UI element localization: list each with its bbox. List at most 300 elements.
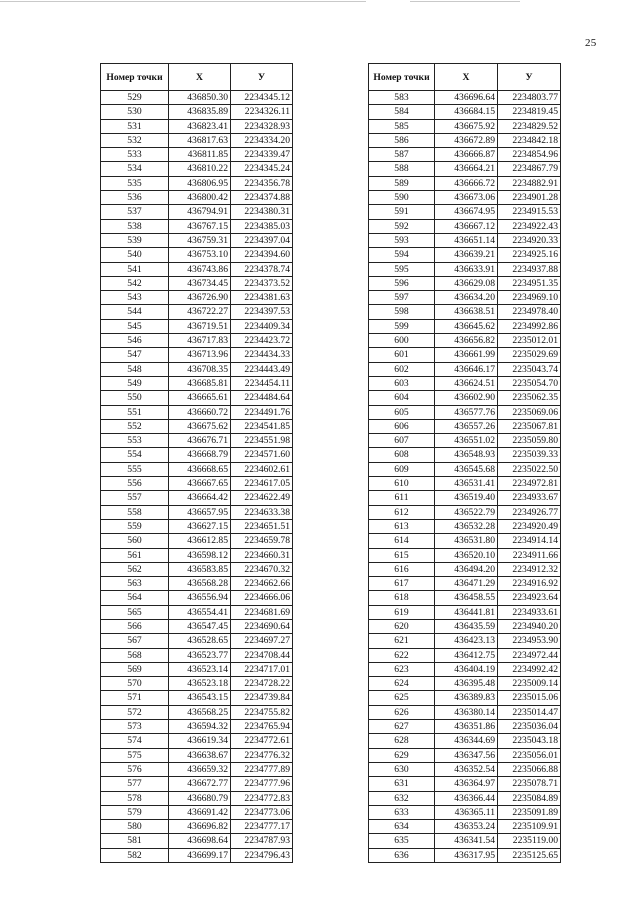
table-row <box>101 748 293 762</box>
cell-x: 436638.67 <box>169 748 231 762</box>
table-header-row <box>369 64 561 91</box>
cell-x: 436633.91 <box>435 262 498 276</box>
cell-point-number: 606 <box>369 419 435 433</box>
cell-y: 2234434.33 <box>231 348 293 362</box>
table-row <box>369 248 561 262</box>
cell-point-number: 562 <box>101 562 169 576</box>
table-row <box>101 791 293 805</box>
cell-x: 436676.71 <box>169 434 231 448</box>
table-row <box>101 534 293 548</box>
cell-y: 2234772.83 <box>231 791 293 805</box>
cell-point-number: 610 <box>369 477 435 491</box>
table-row <box>369 577 561 591</box>
cell-x: 436674.95 <box>435 205 498 219</box>
cell-y: 2234443.49 <box>231 362 293 376</box>
cell-x: 436389.83 <box>435 691 498 705</box>
cell-x: 436668.79 <box>169 448 231 462</box>
cell-point-number: 591 <box>369 205 435 219</box>
cell-x: 436353.24 <box>435 820 498 834</box>
cell-x: 436675.62 <box>169 419 231 433</box>
table-row <box>369 777 561 791</box>
cell-point-number: 595 <box>369 262 435 276</box>
table-row <box>369 219 561 233</box>
cell-point-number: 605 <box>369 405 435 419</box>
cell-y: 2234739.84 <box>231 691 293 705</box>
cell-point-number: 614 <box>369 534 435 548</box>
table-row <box>101 705 293 719</box>
cell-y: 2234992.86 <box>498 319 561 333</box>
cell-x: 436753.10 <box>169 248 231 262</box>
table-row <box>101 634 293 648</box>
cell-point-number: 611 <box>369 491 435 505</box>
table-row <box>101 334 293 348</box>
cell-y: 2234717.01 <box>231 662 293 676</box>
cell-point-number: 629 <box>369 748 435 762</box>
table-row <box>101 834 293 848</box>
cell-x: 436532.28 <box>435 519 498 533</box>
cell-x: 436629.08 <box>435 276 498 290</box>
cell-x: 436395.48 <box>435 677 498 691</box>
cell-x: 436602.90 <box>435 391 498 405</box>
cell-x: 436667.12 <box>435 219 498 233</box>
cell-x: 436719.51 <box>169 319 231 333</box>
cell-y: 2234773.06 <box>231 805 293 819</box>
cell-y: 2235014.47 <box>498 705 561 719</box>
table-header-row <box>101 64 293 91</box>
cell-point-number: 566 <box>101 619 169 633</box>
cell-y: 2235069.06 <box>498 405 561 419</box>
table-row <box>101 820 293 834</box>
table-row <box>101 291 293 305</box>
cell-point-number: 555 <box>101 462 169 476</box>
cell-x: 436672.89 <box>435 133 498 147</box>
table-row <box>101 91 293 105</box>
cell-x: 436645.62 <box>435 319 498 333</box>
cell-y: 2234662.66 <box>231 577 293 591</box>
cell-point-number: 540 <box>101 248 169 262</box>
table-row <box>101 477 293 491</box>
table-row <box>369 634 561 648</box>
cell-x: 436639.21 <box>435 248 498 262</box>
table-row <box>369 205 561 219</box>
cell-y: 2234697.27 <box>231 634 293 648</box>
table-row <box>101 720 293 734</box>
header-x: X <box>169 64 231 91</box>
table-row <box>101 519 293 533</box>
cell-y: 2234920.49 <box>498 519 561 533</box>
cell-x: 436699.17 <box>169 848 231 862</box>
cell-y: 2235009.14 <box>498 677 561 691</box>
cell-point-number: 603 <box>369 376 435 390</box>
cell-y: 2234666.06 <box>231 591 293 605</box>
cell-x: 436817.63 <box>169 133 231 147</box>
cell-y: 2234777.89 <box>231 762 293 776</box>
table-row <box>101 405 293 419</box>
table-row <box>101 276 293 290</box>
cell-point-number: 565 <box>101 605 169 619</box>
cell-point-number: 571 <box>101 691 169 705</box>
cell-point-number: 552 <box>101 419 169 433</box>
cell-y: 2234953.90 <box>498 634 561 648</box>
table-row <box>369 119 561 133</box>
table-row <box>369 405 561 419</box>
cell-x: 436523.14 <box>169 662 231 676</box>
cell-point-number: 531 <box>101 119 169 133</box>
cell-point-number: 538 <box>101 219 169 233</box>
cell-point-number: 579 <box>101 805 169 819</box>
cell-y: 2235054.70 <box>498 376 561 390</box>
cell-y: 2235062.35 <box>498 391 561 405</box>
cell-point-number: 623 <box>369 662 435 676</box>
cell-x: 436667.65 <box>169 477 231 491</box>
cell-x: 436545.68 <box>435 462 498 476</box>
table-row <box>369 648 561 662</box>
cell-x: 436522.79 <box>435 505 498 519</box>
cell-y: 2234787.93 <box>231 834 293 848</box>
cell-point-number: 593 <box>369 233 435 247</box>
table-row <box>369 762 561 776</box>
cell-point-number: 628 <box>369 734 435 748</box>
cell-x: 436471.29 <box>435 577 498 591</box>
cell-x: 436666.87 <box>435 148 498 162</box>
cell-y: 2234397.04 <box>231 233 293 247</box>
cell-y: 2234374.88 <box>231 191 293 205</box>
cell-point-number: 598 <box>369 305 435 319</box>
cell-point-number: 588 <box>369 162 435 176</box>
cell-point-number: 599 <box>369 319 435 333</box>
cell-x: 436691.42 <box>169 805 231 819</box>
cell-y: 2234484.64 <box>231 391 293 405</box>
cell-x: 436412.75 <box>435 648 498 662</box>
table-row <box>369 848 561 862</box>
table-row <box>101 391 293 405</box>
cell-point-number: 551 <box>101 405 169 419</box>
cell-point-number: 556 <box>101 477 169 491</box>
cell-point-number: 549 <box>101 376 169 390</box>
cell-x: 436554.41 <box>169 605 231 619</box>
cell-y: 2234933.61 <box>498 605 561 619</box>
cell-point-number: 607 <box>369 434 435 448</box>
cell-point-number: 560 <box>101 534 169 548</box>
cell-point-number: 534 <box>101 162 169 176</box>
cell-point-number: 539 <box>101 233 169 247</box>
cell-x: 436351.86 <box>435 720 498 734</box>
table-row <box>101 848 293 862</box>
cell-point-number: 619 <box>369 605 435 619</box>
table-row <box>369 362 561 376</box>
cell-y: 2234622.49 <box>231 491 293 505</box>
cell-x: 436619.34 <box>169 734 231 748</box>
cell-y: 2235119.00 <box>498 834 561 848</box>
cell-x: 436557.26 <box>435 419 498 433</box>
table-row <box>101 662 293 676</box>
cell-x: 436672.77 <box>169 777 231 791</box>
cell-y: 2234385.03 <box>231 219 293 233</box>
cell-y: 2234972.44 <box>498 648 561 662</box>
cell-y: 2234681.69 <box>231 605 293 619</box>
cell-x: 436638.51 <box>435 305 498 319</box>
table-row <box>101 191 293 205</box>
cell-point-number: 613 <box>369 519 435 533</box>
cell-x: 436523.18 <box>169 677 231 691</box>
cell-y: 2235039.33 <box>498 448 561 462</box>
cell-y: 2235084.89 <box>498 791 561 805</box>
cell-x: 436660.72 <box>169 405 231 419</box>
cell-x: 436850.30 <box>169 91 231 105</box>
cell-y: 2234755.82 <box>231 705 293 719</box>
cell-point-number: 625 <box>369 691 435 705</box>
cell-x: 436684.15 <box>435 105 498 119</box>
cell-point-number: 553 <box>101 434 169 448</box>
cell-x: 436556.94 <box>169 591 231 605</box>
cell-y: 2234328.93 <box>231 119 293 133</box>
cell-point-number: 612 <box>369 505 435 519</box>
cell-x: 436523.77 <box>169 648 231 662</box>
cell-point-number: 574 <box>101 734 169 748</box>
cell-y: 2235059.80 <box>498 434 561 448</box>
page-number: 25 <box>585 37 597 49</box>
cell-y: 2235125.65 <box>498 848 561 862</box>
cell-point-number: 615 <box>369 548 435 562</box>
cell-point-number: 547 <box>101 348 169 362</box>
table-row <box>369 691 561 705</box>
cell-y: 2234819.45 <box>498 105 561 119</box>
cell-y: 2234978.40 <box>498 305 561 319</box>
cell-x: 436598.12 <box>169 548 231 562</box>
cell-x: 436696.64 <box>435 91 498 105</box>
table-row <box>369 619 561 633</box>
cell-x: 436673.06 <box>435 191 498 205</box>
header-point-number: Номер точки <box>101 64 169 91</box>
header-y: У <box>231 64 293 91</box>
table-row <box>369 548 561 562</box>
cell-x: 436743.86 <box>169 262 231 276</box>
cell-point-number: 576 <box>101 762 169 776</box>
table-row <box>369 791 561 805</box>
cell-point-number: 548 <box>101 362 169 376</box>
cell-point-number: 554 <box>101 448 169 462</box>
cell-x: 436347.56 <box>435 748 498 762</box>
cell-x: 436726.90 <box>169 291 231 305</box>
cell-point-number: 633 <box>369 805 435 819</box>
table-row <box>101 119 293 133</box>
table-row <box>369 276 561 290</box>
cell-x: 436717.83 <box>169 334 231 348</box>
cell-x: 436664.21 <box>435 162 498 176</box>
table-row <box>369 448 561 462</box>
cell-point-number: 582 <box>101 848 169 862</box>
cell-y: 2234972.81 <box>498 477 561 491</box>
table-row <box>369 462 561 476</box>
cell-y: 2234651.51 <box>231 519 293 533</box>
cell-point-number: 573 <box>101 720 169 734</box>
table-row <box>369 105 561 119</box>
table-row <box>369 162 561 176</box>
cell-x: 436568.28 <box>169 577 231 591</box>
table-row <box>101 148 293 162</box>
cell-x: 436577.76 <box>435 405 498 419</box>
table-row <box>369 562 561 576</box>
cell-point-number: 558 <box>101 505 169 519</box>
header-x: X <box>435 64 498 91</box>
cell-point-number: 589 <box>369 176 435 190</box>
cell-y: 2235029.69 <box>498 348 561 362</box>
cell-y: 2235036.04 <box>498 720 561 734</box>
cell-x: 436668.65 <box>169 462 231 476</box>
cell-x: 436664.42 <box>169 491 231 505</box>
cell-point-number: 578 <box>101 791 169 805</box>
cell-point-number: 627 <box>369 720 435 734</box>
cell-y: 2234423.72 <box>231 334 293 348</box>
table-row <box>369 391 561 405</box>
cell-y: 2234829.52 <box>498 119 561 133</box>
cell-x: 436366.44 <box>435 791 498 805</box>
cell-y: 2234969.10 <box>498 291 561 305</box>
cell-y: 2234345.24 <box>231 162 293 176</box>
cell-y: 2234728.22 <box>231 677 293 691</box>
cell-y: 2234933.67 <box>498 491 561 505</box>
table-row <box>101 448 293 462</box>
cell-y: 2234380.31 <box>231 205 293 219</box>
cell-x: 436685.81 <box>169 376 231 390</box>
cell-x: 436806.95 <box>169 176 231 190</box>
cell-x: 436404.19 <box>435 662 498 676</box>
cell-point-number: 533 <box>101 148 169 162</box>
table-row <box>369 319 561 333</box>
table-row <box>101 434 293 448</box>
cell-y: 2234633.38 <box>231 505 293 519</box>
cell-y: 2234920.33 <box>498 233 561 247</box>
cell-point-number: 621 <box>369 634 435 648</box>
cell-x: 436713.96 <box>169 348 231 362</box>
table-row <box>369 720 561 734</box>
cell-point-number: 545 <box>101 319 169 333</box>
cell-x: 436423.13 <box>435 634 498 648</box>
cell-y: 2234765.94 <box>231 720 293 734</box>
cell-x: 436734.45 <box>169 276 231 290</box>
cell-y: 2234777.96 <box>231 777 293 791</box>
cell-y: 2235043.74 <box>498 362 561 376</box>
cell-point-number: 597 <box>369 291 435 305</box>
cell-point-number: 535 <box>101 176 169 190</box>
cell-y: 2234776.32 <box>231 748 293 762</box>
cell-y: 2234915.53 <box>498 205 561 219</box>
cell-point-number: 580 <box>101 820 169 834</box>
table-row <box>101 162 293 176</box>
cell-point-number: 602 <box>369 362 435 376</box>
cell-point-number: 635 <box>369 834 435 848</box>
table-row <box>101 462 293 476</box>
cell-y: 2234940.20 <box>498 619 561 633</box>
cell-y: 2234409.34 <box>231 319 293 333</box>
cell-y: 2235012.01 <box>498 334 561 348</box>
table-row <box>369 491 561 505</box>
cell-point-number: 575 <box>101 748 169 762</box>
cell-point-number: 557 <box>101 491 169 505</box>
cell-y: 2234914.14 <box>498 534 561 548</box>
cell-point-number: 584 <box>369 105 435 119</box>
table-row <box>101 419 293 433</box>
table-row <box>369 334 561 348</box>
cell-x: 436548.93 <box>435 448 498 462</box>
cell-y: 2234339.47 <box>231 148 293 162</box>
cell-point-number: 600 <box>369 334 435 348</box>
cell-point-number: 632 <box>369 791 435 805</box>
cell-point-number: 570 <box>101 677 169 691</box>
cell-y: 2234901.28 <box>498 191 561 205</box>
cell-y: 2234923.64 <box>498 591 561 605</box>
table-row <box>369 519 561 533</box>
table-row <box>369 591 561 605</box>
table-row <box>101 319 293 333</box>
table-row <box>369 233 561 247</box>
cell-point-number: 636 <box>369 848 435 862</box>
cell-y: 2234772.61 <box>231 734 293 748</box>
cell-y: 2235109.91 <box>498 820 561 834</box>
table-row <box>101 677 293 691</box>
cell-x: 436627.15 <box>169 519 231 533</box>
table-row <box>369 133 561 147</box>
cell-point-number: 559 <box>101 519 169 533</box>
cell-point-number: 577 <box>101 777 169 791</box>
table-row <box>369 91 561 105</box>
cell-y: 2234911.66 <box>498 548 561 562</box>
cell-point-number: 564 <box>101 591 169 605</box>
cell-y: 2234617.05 <box>231 477 293 491</box>
cell-x: 436794.91 <box>169 205 231 219</box>
cell-y: 2234882.91 <box>498 176 561 190</box>
table-row <box>369 805 561 819</box>
cell-y: 2234926.77 <box>498 505 561 519</box>
cell-point-number: 592 <box>369 219 435 233</box>
table-row <box>101 734 293 748</box>
cell-y: 2234397.53 <box>231 305 293 319</box>
cell-x: 436380.14 <box>435 705 498 719</box>
cell-y: 2234454.11 <box>231 376 293 390</box>
table-row <box>101 762 293 776</box>
top-rule-right <box>410 1 520 2</box>
table-row <box>369 148 561 162</box>
cell-y: 2234992.42 <box>498 662 561 676</box>
table-row <box>101 591 293 605</box>
top-rule-left <box>0 1 366 2</box>
cell-y: 2235078.71 <box>498 777 561 791</box>
cell-point-number: 530 <box>101 105 169 119</box>
table-row <box>101 205 293 219</box>
cell-point-number: 542 <box>101 276 169 290</box>
cell-x: 436696.82 <box>169 820 231 834</box>
cell-point-number: 590 <box>369 191 435 205</box>
cell-x: 436317.95 <box>435 848 498 862</box>
cell-x: 436811.85 <box>169 148 231 162</box>
cell-y: 2234777.17 <box>231 820 293 834</box>
table-row <box>369 534 561 548</box>
table-row <box>101 176 293 190</box>
cell-point-number: 581 <box>101 834 169 848</box>
cell-y: 2234925.16 <box>498 248 561 262</box>
coordinates-table-left <box>100 63 293 863</box>
cell-y: 2234491.76 <box>231 405 293 419</box>
cell-point-number: 622 <box>369 648 435 662</box>
cell-x: 436551.02 <box>435 434 498 448</box>
cell-y: 2234912.32 <box>498 562 561 576</box>
cell-y: 2235091.89 <box>498 805 561 819</box>
cell-x: 436519.40 <box>435 491 498 505</box>
cell-x: 436364.97 <box>435 777 498 791</box>
cell-x: 436435.59 <box>435 619 498 633</box>
cell-y: 2235015.06 <box>498 691 561 705</box>
cell-y: 2234334.20 <box>231 133 293 147</box>
